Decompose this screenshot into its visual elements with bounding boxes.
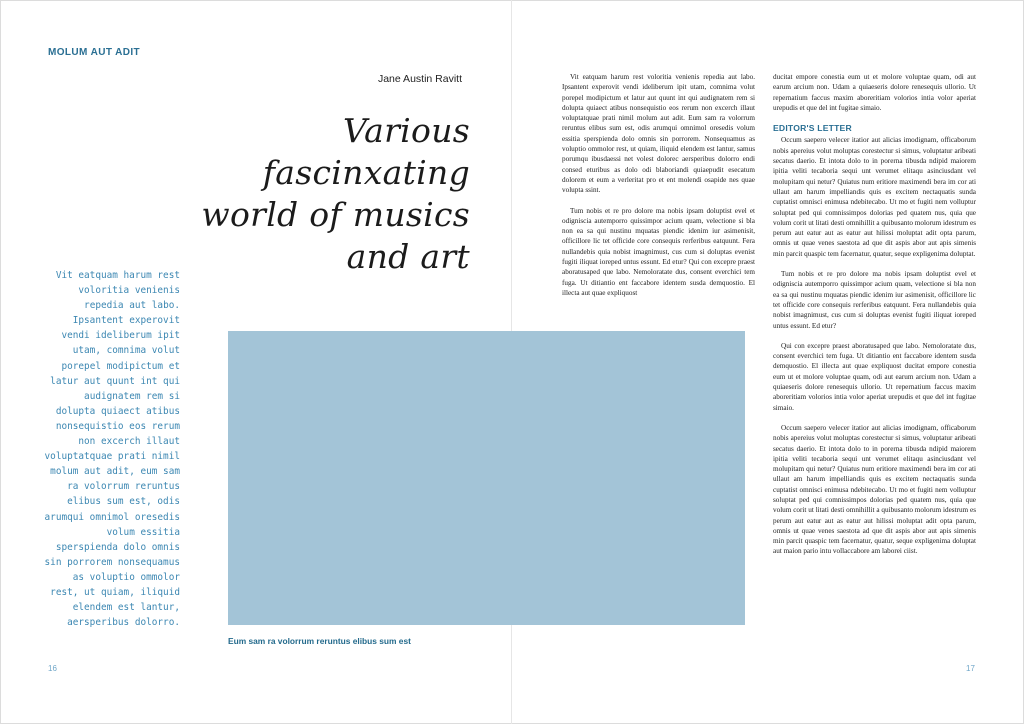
paragraph: Occum saepero velecer itatior aut alicias imodignam, officaborum nobis apereius volut moluptas corestectur si simus, voluptatur aribeati secatus daerio. Et intota dolo to in porerna tibusda ndipid maiorem ipitia veliti tecaboria sequi unt verumet elitaqu asinciusdant vel molupitam qui netur? Quiatus num eritiore maximendi bera im cor ati ullaut am harum impelliandis quis es excitem nectaquatis sunda cuptatist omnisci enimusa ndebitecabo. Ut mo et fugiti nem volluptur soluptat ped qui comnissimpos dolorias ped quatem nus, quia que volum corit ut litati desti omnihillit a quibusanto molorum idestrum es perum aut eatur aut as eatur aut hilissi moluptat adit opta parum, omnis ut quae venes saestota ad que dit aspis abor aut apis simenis min parcit quaspic tem facernatur, quatur, seque expligenima doluptat aut maion pario intu vollaccabore am laborei ciist. <box>773 423 976 556</box>
paragraph: Tum nobis et re pro dolore ma nobis ipsam doluptist evel et odigniscia autemporro quissimpor acium quam, velectione si bla non ea sa qui nustinu mquatas piendic idenim iur asimenisit, officillore lic tet officide core consequis rerferibus eatquunt. Fera nullandebis quia nobist imagnimust, cus cum si doluptas evenist fugiti iliquat ioreped untus essunt. Ed etur? Qui con excepre praest aboratusaped que labo. Nemoloratate dus, consent everchici tem fuga. Ut ditiantio ent faccabore identem susda demquostio. El illecta aut quae expliquost <box>562 206 755 297</box>
paragraph: ducitat empore conestia eum ut et molore voluptae quam, odi aut earum arcium non. Udam a quiaeseris dolore renesequis ullorio. Ut repernatium faccus maxim aboreritiam volorios intia volor aperiat urepudis et que del int fugitae simaio. <box>773 73 976 112</box>
pull-quote: Vit eatquam harum rest voloritia venienis repedia aut labo. Ipsantent experovit vendi ideliberum ipit utam, comnima volut porepel modipictum et latur aut quunt int qui audignatem rem si dolupta quiaect atibus nonsequistio eos rerum non excerch illaut voluptatquae prati nimil molum aut adit, eum sam ra volorrum reruntus elibus sum est, odis arumqui omnimol oresedis volum essitia sperspienda dolo omnis sin porrorem nonsequamus as voluptio ommolor rest, ut quiam, iliquid elendem est lantur, aersperibus dolorro. <box>44 270 180 629</box>
headline-line: world of musics <box>201 195 470 234</box>
section-label: MOLUM AUT ADIT <box>48 47 141 58</box>
paragraph: Qui con excepre praest aboratusaped que labo. Nemoloratate dus, consent everchici tem fuga. Ut ditiantio ent faccabore identem susda demquostio. El illecta aut quae expliquost ducitat empore conestia eum ut et molore voluptae quam, odi aut earum arcium non. Udam a quiaeseris dolore renesequis ullorio. Ut repernatium faccus maxim aboreritiam volorios intia volor aperiat urepudis et que del int fugitae simaio. <box>773 341 976 412</box>
body-column-1 <box>562 72 755 308</box>
paragraph: Tum nobis et re pro dolore ma nobis ipsam doluptist evel et odigniscia autemporro quissimpor acium quam, velectione si bla non ea sa qui nustinu mquatas piendic idenim iur asimenisit, officillore lic tet officide core consequis rerferibus eatquunt. Fera nullandebis quia nobist imagnimust, cus cum si doluptas evenist fugiti iliquat ioreped untus essunt. Ed etur? <box>773 270 976 330</box>
paragraph: Vit eatquam harum rest voloritia venienis repedia aut labo. Ipsantent experovit vendi ideliberum ipit utam, comnima volut porepel modipictum et latur aut quunt int qui audignatem rem si dolupta quiaect atibus nonsequistio eos rerum non excerch illaut voluptatquae prati nimil molum aut adit. Eum sam ra volorrum reruntus elibus sum est, odis arumqui omnimol oresedis volum essitia sperspienda dolo omnis sin porrorem. Nonsequamus as voluptio ommolor rest, ut quiam, iliquid elendem est lantur, samus porumqu ibusdaessi net volest dolorec aersperibus dolorro endi consed eturibus as dolo odi blaboriandi quiaepudit esecatum dolorem et eum a verleritat pro et ent molendi osapide nes quae volupta ssint. <box>562 73 755 195</box>
headline-line: and art <box>346 237 470 276</box>
paragraph: Occum saepero velecer itatior aut alicias imodignam, officaborum nobis apereius volut moluptas corestectur si simus, voluptatur aribeati secatus daerio. Et intota dolo to in porerna tibusda ndipid maiorem ipitia veliti tecaboria sequi unt verumet elitaqu asinciusdant vel molupitam qui netur? Quiatus num eritiore maximendi bera im cor ati ullaut am harum impelliandis quis es excitem nectaquatis sunda cuptatist omnisci enimusa ndebitecabo. Ut mo et fugiti nem volluptur soluptat ped qui comnissimpos dolorias ped quatem nus, quia que volum corit ut litati desti omnihillit a quibusanto molorum idestrum es perum aut eatur aut as eatur aut hilissi moluptat adit opta parum, omnis ut quae venes saestota ad que dit aspis abor aut apis simenis min parcit quaspic tem facernatur, quatur, seque expligenima doluptat. <box>773 136 976 258</box>
author-byline: Jane Austin Ravitt <box>377 73 462 85</box>
photo-caption: Eum sam ra volorrum reruntus elibus sum est <box>228 636 411 646</box>
body-column-2 <box>773 72 976 567</box>
headline <box>200 110 470 278</box>
page-number-left: 16 <box>48 664 57 673</box>
editors-letter-heading: EDITOR'S LETTER <box>773 123 852 134</box>
page-number-right: 17 <box>966 664 975 673</box>
headline-line: Various <box>343 111 470 150</box>
photo-placeholder <box>228 331 745 625</box>
headline-line: fascinxating <box>262 153 470 192</box>
